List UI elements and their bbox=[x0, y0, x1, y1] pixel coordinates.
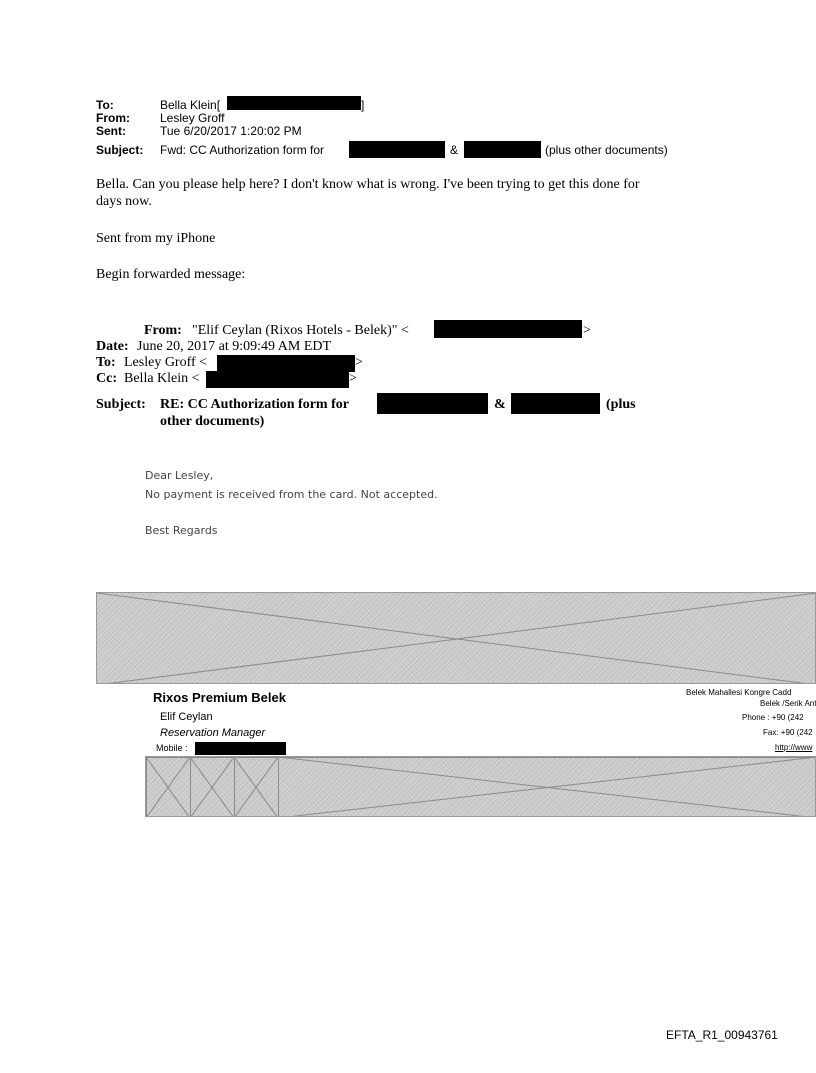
hotel-name: Rixos Premium Belek bbox=[153, 690, 286, 705]
begin-forwarded: Begin forwarded message: bbox=[96, 267, 246, 282]
sig-name: Elif Ceylan bbox=[160, 711, 213, 723]
redaction bbox=[349, 141, 445, 158]
subject-amp: & bbox=[450, 143, 459, 157]
broken-image-icon bbox=[146, 757, 816, 817]
to-label: To: bbox=[96, 98, 114, 112]
fwd-from-close: > bbox=[583, 323, 591, 338]
redaction bbox=[511, 393, 600, 414]
fwd-subject-prefix: RE: CC Authorization form for bbox=[160, 397, 349, 412]
fax: Fax: +90 (242 bbox=[763, 728, 813, 737]
broken-image-icon bbox=[97, 593, 816, 684]
fwd-cc-value: Bella Klein < bbox=[124, 371, 200, 386]
mobile-label: Mobile : bbox=[156, 743, 188, 753]
subject-prefix: Fwd: CC Authorization form for bbox=[160, 143, 325, 157]
fwd-cc-close: > bbox=[349, 371, 357, 386]
redaction bbox=[195, 742, 286, 755]
fwd-subject-line2: other documents) bbox=[160, 414, 265, 429]
redaction bbox=[434, 320, 582, 338]
redaction bbox=[217, 355, 355, 372]
to-value: Bella Klein[ bbox=[160, 98, 221, 112]
sig-title: Reservation Manager bbox=[160, 727, 266, 739]
redaction bbox=[227, 96, 361, 110]
subject-label: Subject: bbox=[96, 143, 144, 157]
subject-suffix: (plus other documents) bbox=[545, 143, 668, 157]
fwd-cc-label: Cc: bbox=[96, 371, 117, 386]
redaction bbox=[464, 141, 541, 158]
to-close: ] bbox=[361, 98, 365, 112]
redaction bbox=[206, 371, 349, 388]
closing: Best Regards bbox=[145, 524, 218, 537]
fwd-date-value: June 20, 2017 at 9:09:49 AM EDT bbox=[137, 339, 332, 354]
fwd-from-label: From: bbox=[144, 323, 182, 338]
social-icons-image bbox=[145, 756, 816, 817]
address-line-1: Belek Mahallesi Kongre Cadd bbox=[686, 688, 792, 697]
fwd-subject-label: Subject: bbox=[96, 397, 146, 412]
from-label: From: bbox=[96, 111, 130, 125]
redaction bbox=[377, 393, 488, 414]
body-line-2: days now. bbox=[96, 194, 152, 209]
address-line-2: Belek /Serik Ant bbox=[760, 699, 816, 708]
document-id: EFTA_R1_00943761 bbox=[666, 1028, 778, 1042]
fwd-date-label: Date: bbox=[96, 339, 129, 354]
fwd-subject-plus: (plus bbox=[606, 397, 636, 412]
sent-value: Tue 6/20/2017 1:20:02 PM bbox=[160, 124, 302, 138]
greeting: Dear Lesley, bbox=[145, 469, 214, 482]
iphone-signature: Sent from my iPhone bbox=[96, 231, 216, 246]
body-line-1: Bella. Can you please help here? I don't know what is wrong. I've been trying to get this done for bbox=[96, 177, 640, 192]
fwd-subject-amp: & bbox=[494, 397, 506, 412]
website-link[interactable]: http://www bbox=[775, 743, 813, 752]
sent-label: Sent: bbox=[96, 124, 126, 138]
fwd-to-close: > bbox=[355, 355, 363, 370]
fwd-from-value: "Elif Ceylan (Rixos Hotels - Belek)" < bbox=[192, 323, 409, 338]
fwd-to-label: To: bbox=[96, 355, 116, 370]
from-value: Lesley Groff bbox=[160, 111, 225, 125]
fwd-to-value: Lesley Groff < bbox=[124, 355, 208, 370]
banner-image bbox=[96, 592, 816, 684]
phone: Phone : +90 (242 bbox=[742, 713, 804, 722]
message-text: No payment is received from the card. Not accepted. bbox=[145, 488, 438, 501]
